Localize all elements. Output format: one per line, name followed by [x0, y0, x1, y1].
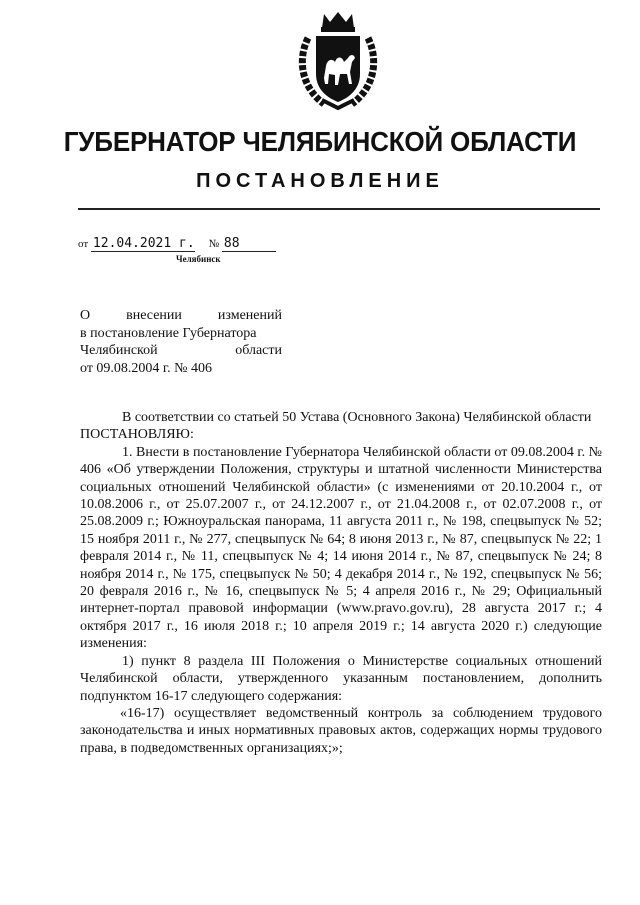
date-prefix: от [78, 238, 89, 250]
number-label: № [208, 238, 220, 250]
subject-line: О внесении изменений [80, 308, 282, 323]
resolve-heading: ПОСТАНОВЛЯЮ: [80, 427, 194, 443]
subject-line: в постановление Губернатора [80, 325, 257, 341]
subject-line: Челябинской области [80, 343, 282, 358]
subject-block [80, 307, 282, 377]
subitem-1-paragraph: 1) пункт 8 раздела III Положения о Министерстве социальных отношений Челябинской области, утвержденного указанным постановлением, дополнить подпунктом 16-17 следующего содержания: [80, 653, 602, 704]
document-type: ПОСТАНОВЛЕНИЕ [196, 170, 444, 192]
document-date: 12.04.2021 г. [92, 236, 195, 251]
registration-line [78, 236, 276, 252]
document-body [80, 409, 602, 757]
coat-of-arms-icon [294, 8, 382, 112]
subject-line: от 09.08.2004 г. № 406 [80, 360, 212, 376]
quote-paragraph: «16-17) осуществляет ведомственный контроль за соблюдением трудового законодательства и иных нормативных правовых актов, содержащих нормы трудового права, в подведомственных организациях;»; [80, 705, 602, 756]
header-divider [78, 208, 600, 210]
city-label: Челябинск [176, 254, 221, 264]
page-title: ГУБЕРНАТОР ЧЕЛЯБИНСКОЙ ОБЛАСТИ [63, 126, 577, 157]
document-number: 88 [222, 236, 276, 252]
item-1-paragraph: 1. Внести в постановление Губернатора Челябинской области от 09.08.2004 г. № 406 «Об утверждении Положения, структуры и штатной численности Министерства социальных отношений Челябинской области» (с изменениями от 20.10.2004 г., от 10.08.2006 г., от 25.07.2007 г., от 24.12.2007 г., от 21.04.2008 г., от 02.07.2008 г., от 25.08.2009 г.; Южноуральская панорама, 11 августа 2011 г., № 198, спецвыпуск № 52; 15 ноября 2011 г., № 277, спецвыпуск № 64; 8 июня 2013 г., № 87, спецвыпуск № 22; 1 февраля 2014 г., № 11, спецвыпуск № 4; 14 июня 2014 г., № 87, спецвыпуск № 24; 8 ноября 2014 г., № 175, спецвыпуск № 50; 4 декабря 2014 г., № 192, спецвыпуск № 56; 20 февраля 2016 г., № 16, спецвыпуск № 5; 4 апреля 2016 г., № 29; Официальный интернет-портал правовой информации (www.pravo.gov.ru), 28 августа 2017 г.; 4 октября 2017 г., 16 июля 2018 г.; 10 апреля 2019 г.; 14 августа 2020 г.) следующие изменения: [80, 444, 602, 652]
preamble-paragraph: В соответствии со статьей 50 Устава (Основного Закона) Челябинской области [122, 410, 592, 425]
